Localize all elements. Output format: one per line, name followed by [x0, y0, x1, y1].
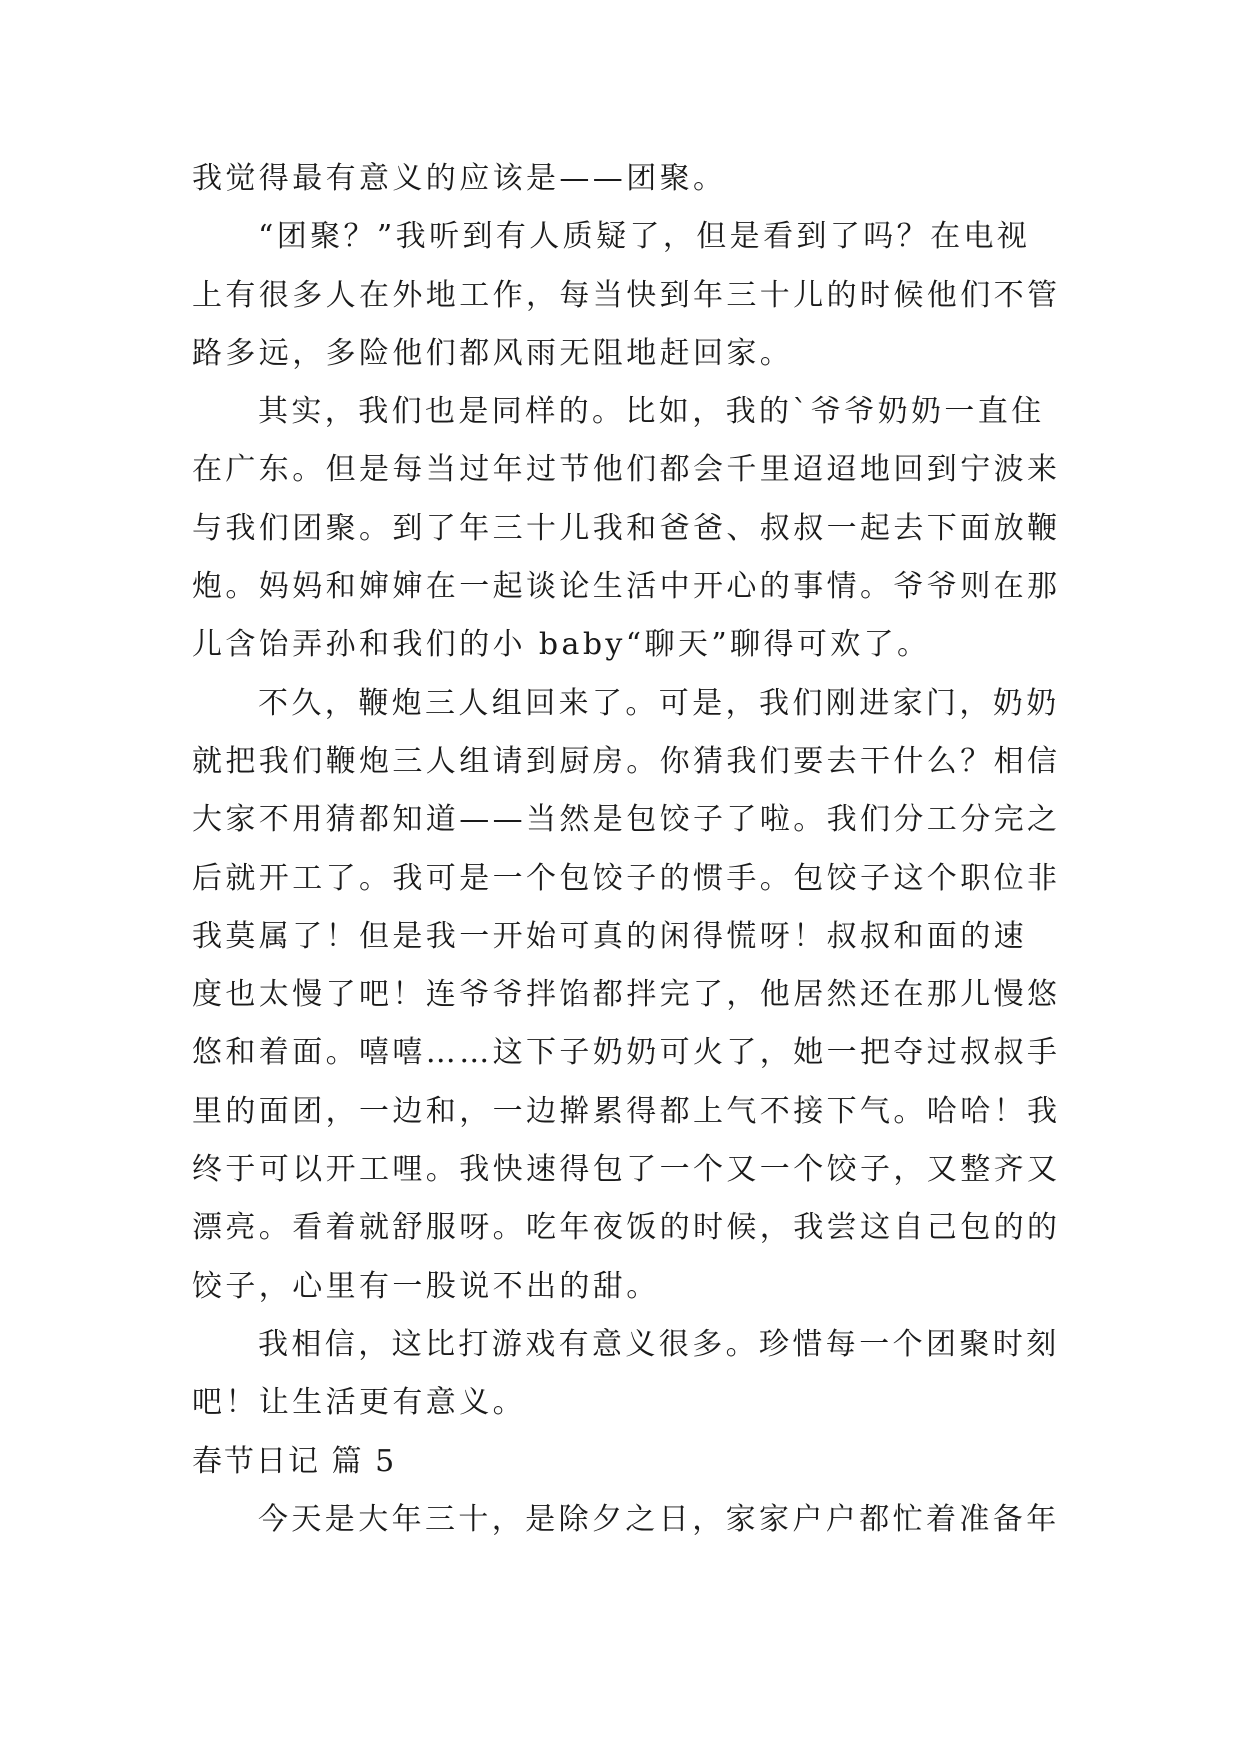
text-line: 饺子，心里有一股说不出的甜。	[192, 1268, 660, 1304]
text-line: “团聚？”我听到有人质疑了，但是看到了吗？在电视	[258, 219, 1031, 255]
text-line: 吧！让生活更有意义。	[192, 1385, 526, 1421]
text-line: 漂亮。看着就舒服呀。吃年夜饭的时候，我尝这自己包的的	[192, 1210, 1061, 1246]
text-line: 在广东。但是每当过年过节他们都会千里迢迢地回到宁波来	[192, 452, 1061, 488]
text-line: 儿含饴弄孙和我们的小 baby“聊天”聊得可欢了。	[192, 627, 931, 663]
text-line: 我觉得最有意义的应该是——团聚。	[192, 161, 727, 196]
text-line: 大家不用猜都知道——当然是包饺子了啦。我们分工分完之	[192, 802, 1061, 838]
section-heading: 春节日记 篇 5	[192, 1443, 397, 1479]
text-line: 我莫属了！但是我一开始可真的闲得慌呀！叔叔和面的速	[192, 918, 1027, 954]
text-line: 悠和着面。嘻嘻……这下子奶奶可火了，她一把夺过叔叔手	[192, 1035, 1061, 1071]
text-line: 其实，我们也是同样的。比如，我的`爷爷奶奶一直住	[258, 394, 1045, 430]
text-line: 今天是大年三十，是除夕之日，家家户户都忙着准备年	[258, 1501, 1060, 1537]
text-line: 不久，鞭炮三人组回来了。可是，我们刚进家门，奶奶	[258, 685, 1060, 721]
diary-text	[192, 150, 1061, 1549]
text-line: 上有很多人在外地工作，每当快到年三十儿的时候他们不管	[192, 277, 1061, 313]
text-line: 炮。妈妈和婶婶在一起谈论生活中开心的事情。爷爷则在那	[192, 569, 1061, 605]
text-line: 我相信，这比打游戏有意义很多。珍惜每一个团聚时刻	[258, 1326, 1060, 1362]
text-line: 就把我们鞭炮三人组请到厨房。你猜我们要去干什么？相信	[192, 743, 1061, 779]
text-line: 终于可以开工哩。我快速得包了一个又一个饺子，又整齐又	[192, 1152, 1061, 1188]
text-line: 后就开工了。我可是一个包饺子的惯手。包饺子这个职位非	[192, 860, 1061, 896]
text-line: 与我们团聚。到了年三十儿我和爸爸、叔叔一起去下面放鞭	[192, 510, 1061, 546]
text-line: 里的面团，一边和，一边擀累得都上气不接下气。哈哈！我	[192, 1093, 1061, 1129]
text-line: 路多远，多险他们都风雨无阻地赶回家。	[192, 335, 794, 371]
text-line: 度也太慢了吧！连爷爷拌馅都拌完了，他居然还在那儿慢悠	[192, 977, 1061, 1013]
